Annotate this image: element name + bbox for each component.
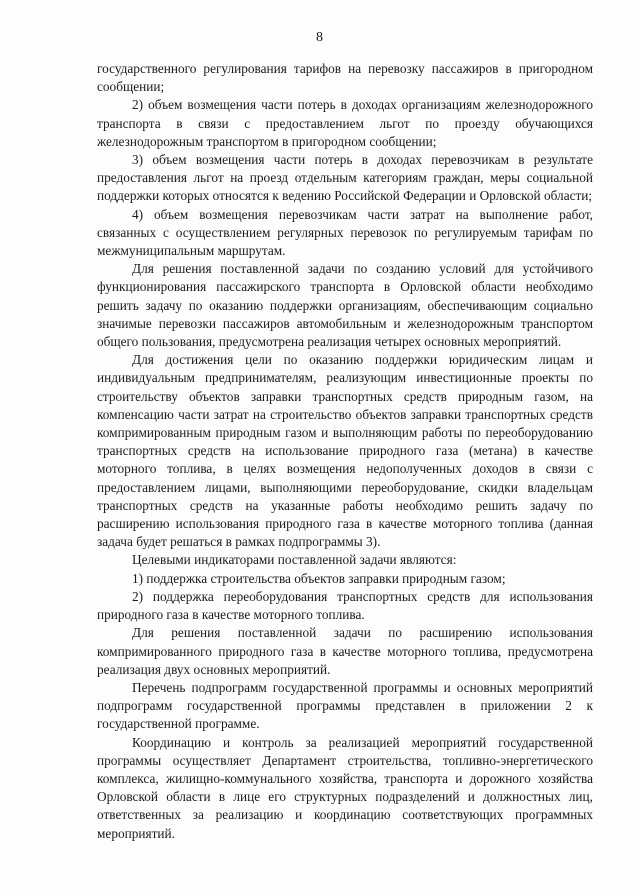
paragraph-indicator-2: 2) поддержка переоборудования транспортных средств для использования природного газа в качестве моторного топлива. <box>97 588 593 623</box>
paragraph-indicator-1: 1) поддержка строительства объектов заправки природным газом; <box>132 570 506 586</box>
paragraph-item-4-intermunicipal-routes: 4) объем возмещения перевозчикам части затрат на выполнение работ, связанных с осуществлением регулярных перевозок по регулируемым тарифам по межмуниципальным маршрутам. <box>97 206 593 259</box>
paragraph-tariff-regulation-end: государственного регулирования тарифов на перевозку пассажиров в пригородном сообщении; <box>97 61 593 95</box>
paragraph-passenger-transport-task: Для решения поставленной задачи по созданию условий для устойчивого функционирования пассажирского транспорта в Орловской области необходимо решить задачу по оказанию поддержки организациям, обеспечивающим социально значимые перевозки пассажиров автомобильным и железнодорожным транспортом общего пользования, предусмотрена реализация четырех основных мероприятий. <box>97 261 593 350</box>
paragraph-subprogram-list: Перечень подпрограмм государственной программы и основных мероприятий подпрограмм государственной программы представлен в приложении 2 к государственной программе. <box>97 679 593 732</box>
page-number: 8 <box>316 30 323 45</box>
paragraph-gas-task-measures: Для решения поставленной задачи по расширению использования компримированного природного газа в качестве моторного топлива, предусмотрена реализация двух основных мероприятий. <box>97 625 593 677</box>
paragraph-target-indicators-intro: Целевыми индикаторами поставленной задачи являются: <box>132 552 457 568</box>
paragraph-natural-gas-goal: Для достижения цели по оказанию поддержки юридическим лицам и индивидуальным предпринимателям, реализующим инвестиционные проекты по строительству объектов заправки транспортных средств природным газом, на компенсацию части затрат на строительство объектов заправки транспортных средств компримированным природным газом и выполняющим работы по переоборудованию транспортных средств на использование природного газа (метана) в качестве моторного топлива, в целях возмещения недополученных доходов в связи с предоставлением лицами, выполняющими переоборудование, скидки владельцам транспортных средств на указанные работы необходимо решить задачу по расширению использования природного газа в качестве моторного топлива (данная задача будет решаться в рамках подпрограммы 3). <box>97 352 593 550</box>
paragraph-item-2-railway-compensation: 2) объем возмещения части потерь в доходах организациям железнодорожного транспорта в связи с предоставлением льгот по проезду обучающихся железнодорожным транспортом в пригородном сообщении; <box>97 97 593 149</box>
paragraph-coordination-control: Координацию и контроль за реализацией мероприятий государственной программы осуществляет Департамент строительства, топливно-энергетического комплекса, жилищно-коммунального хозяйства, транспорта и дорожного хозяйства Орловской области в лице его структурных подразделений и должностных лиц, ответственных за реализацию и координацию соответствующих программных мероприятий. <box>97 734 593 841</box>
paragraph-item-3-carrier-compensation: 3) объем возмещения части потерь в доходах перевозчикам в результате предоставления льгот на проезд отдельным категориям граждан, меры социальной поддержки которых относятся к ведению Российской Федерации и Орловской области; <box>97 152 593 204</box>
document-body <box>97 60 593 843</box>
